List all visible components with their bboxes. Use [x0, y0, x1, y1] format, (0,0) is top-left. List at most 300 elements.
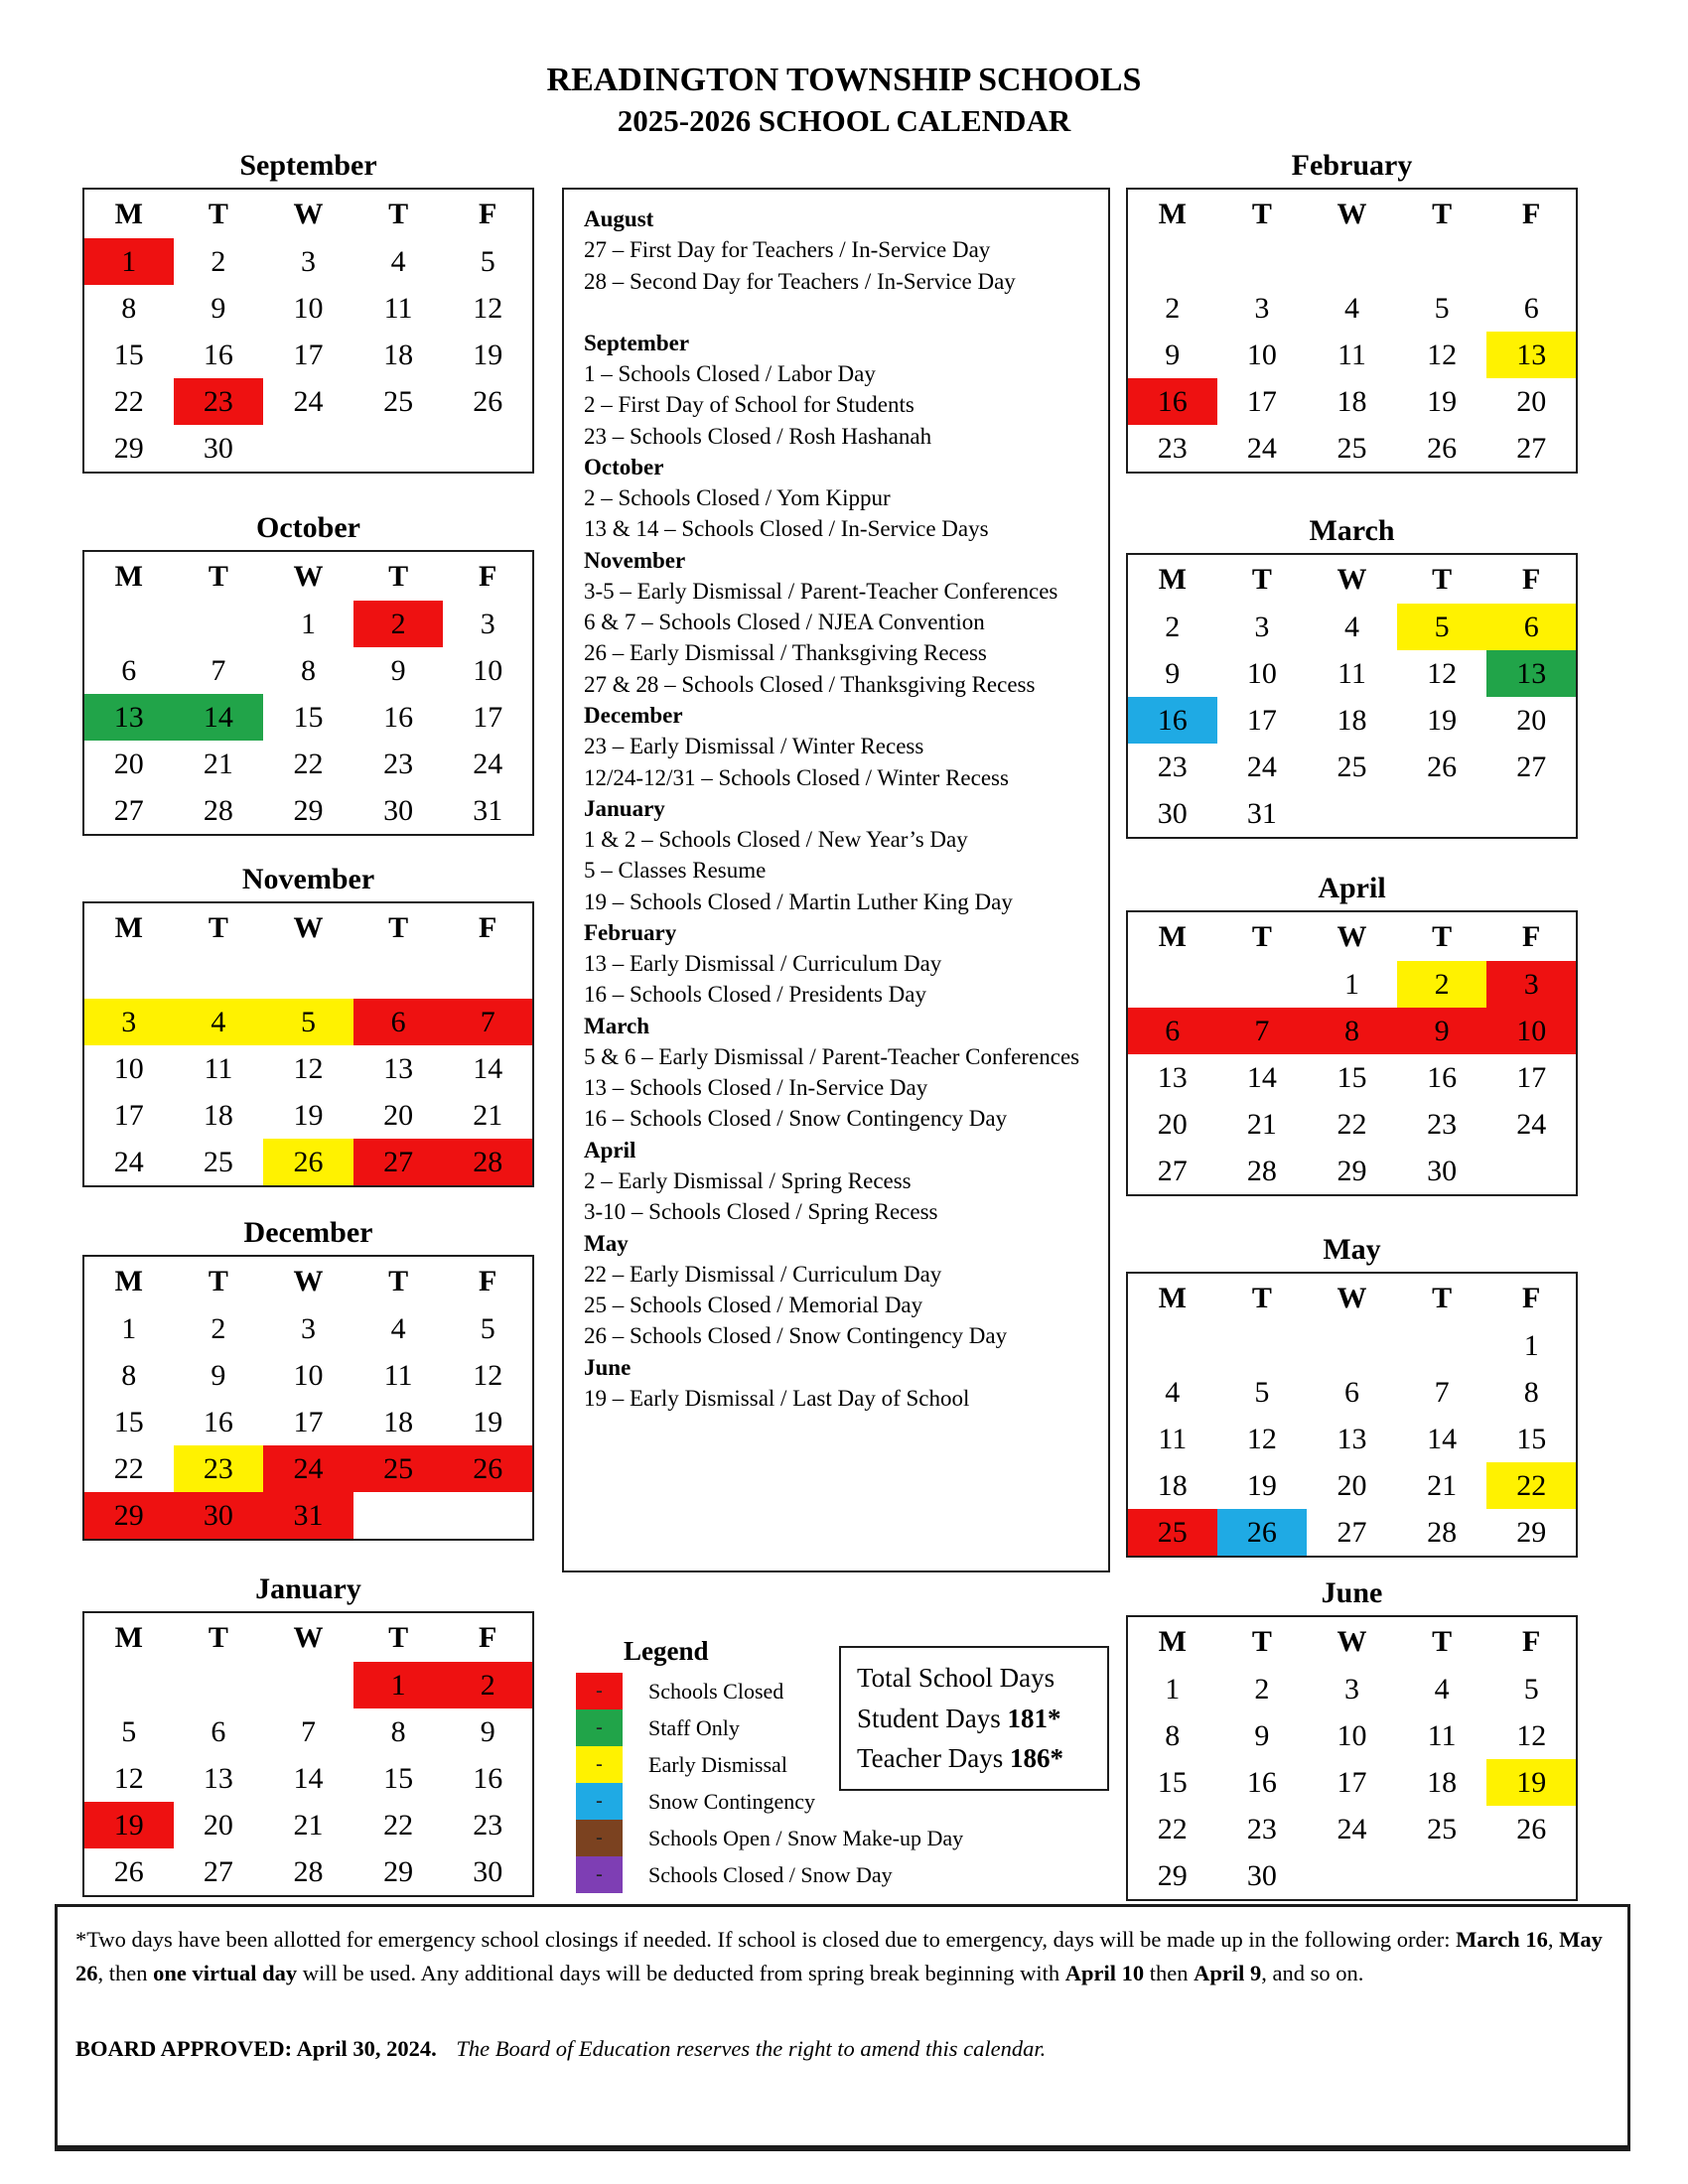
- day-cell-empty: [1486, 1148, 1577, 1195]
- weekday-header: T: [388, 1620, 409, 1654]
- week-row: [1127, 332, 1577, 378]
- week-row: [1127, 1008, 1577, 1054]
- day-cell: 8: [300, 653, 316, 687]
- day-cell: 4: [390, 244, 406, 278]
- event-line: 25 – Schools Closed / Memorial Day: [584, 1293, 923, 1318]
- day-cell: 24: [293, 384, 324, 418]
- footnote-bold-segment: March 16: [1456, 1927, 1548, 1952]
- day-cell: 22: [1336, 1107, 1367, 1141]
- calendar-grid: [1126, 1615, 1578, 1901]
- weekday-header: M: [114, 910, 143, 944]
- day-cell: 12: [473, 291, 503, 325]
- day-cell-empty: [174, 952, 264, 999]
- weekday-header: T: [208, 559, 228, 593]
- day-cell: 16: [473, 1761, 503, 1795]
- day-cell: 1: [353, 1662, 444, 1708]
- week-row: [83, 1399, 533, 1445]
- week-row: [83, 285, 533, 332]
- day-cell: 2: [443, 1662, 533, 1708]
- day-cell: 2: [211, 244, 226, 278]
- day-cell-empty: [1217, 961, 1308, 1008]
- weekday-header-row: [83, 189, 533, 238]
- calendar-grid: [82, 1255, 534, 1541]
- day-cell: 3: [1486, 961, 1577, 1008]
- day-cell: 14: [174, 694, 264, 741]
- day-cell: 18: [203, 1098, 233, 1132]
- week-row: [83, 601, 533, 647]
- events-month-label: May: [584, 1230, 629, 1256]
- weekday-header: M: [1158, 562, 1187, 596]
- event-line: 2 – Early Dismissal / Spring Recess: [584, 1167, 912, 1193]
- legend-color-chip-early-dismissal: -: [576, 1746, 623, 1783]
- day-cell: 14: [293, 1761, 324, 1795]
- month-november: [82, 863, 534, 1187]
- event-line: 5 & 6 – Early Dismissal / Parent-Teacher Conferences: [584, 1043, 1080, 1069]
- day-cell: 29: [1336, 1154, 1367, 1187]
- day-cell: 31: [1246, 796, 1277, 830]
- week-row: [83, 332, 533, 378]
- day-cell-empty: [1486, 1852, 1577, 1900]
- month-title: November: [241, 863, 375, 895]
- week-row: [1127, 697, 1577, 744]
- day-cell: 25: [353, 1445, 444, 1492]
- day-cell: 15: [1157, 1765, 1188, 1799]
- weekday-header: M: [1158, 1624, 1187, 1658]
- day-cell-empty: [353, 952, 444, 999]
- day-cell: 16: [1246, 1765, 1277, 1799]
- week-row: [1127, 1712, 1577, 1759]
- weekday-header: T: [388, 1264, 409, 1297]
- day-cell: 20: [1516, 703, 1547, 737]
- day-cell-empty: [443, 952, 533, 999]
- day-cell: 17: [1246, 384, 1277, 418]
- day-cell: 25: [1127, 1509, 1217, 1557]
- event-line: 26 – Schools Closed / Snow Contingency Day: [584, 1323, 1008, 1349]
- weekday-header: T: [208, 1264, 228, 1297]
- day-cell: 14: [473, 1051, 503, 1085]
- event-line: 5 – Classes Resume: [584, 858, 767, 884]
- weekday-header: T: [1251, 919, 1272, 953]
- week-row: [83, 694, 533, 741]
- day-cell: 3: [1254, 291, 1270, 325]
- legend-row-schools-open-snow-make-up-day: [562, 1820, 1110, 1856]
- month-january: [82, 1572, 534, 1897]
- legend-label: Schools Closed / Snow Day: [648, 1861, 893, 1887]
- day-cell: 9: [390, 653, 406, 687]
- events-month-label: April: [584, 1137, 636, 1162]
- total-school-days-box: [839, 1646, 1109, 1791]
- day-cell: 10: [473, 653, 503, 687]
- weekday-header: T: [208, 1620, 228, 1654]
- day-cell: 17: [293, 1405, 324, 1438]
- day-cell-empty: [443, 1492, 533, 1540]
- weekday-header: F: [479, 910, 497, 944]
- event-line: 27 & 28 – Schools Closed / Thanksgiving Recess: [584, 671, 1036, 697]
- week-row: [83, 1662, 533, 1708]
- footnote-bold-segment: May 26: [75, 1927, 1603, 1985]
- day-cell-empty: [1486, 238, 1577, 285]
- weekday-header-row: [83, 1256, 533, 1305]
- day-cell: 4: [1434, 1672, 1450, 1706]
- week-row: [1127, 650, 1577, 697]
- legend-label: Schools Closed: [648, 1678, 784, 1704]
- day-cell: 30: [1157, 796, 1188, 830]
- day-cell: 26: [1217, 1509, 1308, 1557]
- day-cell: 10: [1336, 1718, 1367, 1752]
- weekday-header: T: [208, 197, 228, 230]
- footnote-segment: , and so on.: [1261, 1960, 1364, 1985]
- day-cell: 17: [1516, 1060, 1547, 1094]
- day-cell: 12: [1427, 338, 1458, 371]
- day-cell: 5: [1523, 1672, 1539, 1706]
- day-cell: 12: [1516, 1718, 1547, 1752]
- event-line: 12/24-12/31 – Schools Closed / Winter Recess: [584, 764, 1009, 790]
- day-cell: 16: [1127, 697, 1217, 744]
- day-cell: 8: [121, 1358, 137, 1392]
- day-cell: 22: [383, 1808, 414, 1842]
- day-cell: 21: [203, 747, 233, 780]
- day-cell: 27: [1516, 750, 1547, 783]
- day-cell: 22: [113, 1451, 144, 1485]
- day-cell: 9: [1397, 1008, 1487, 1054]
- legend-color-chip-schools-closed: -: [576, 1673, 623, 1709]
- day-cell: 8: [1523, 1375, 1539, 1409]
- legend-label: Snow Contingency: [648, 1788, 816, 1814]
- day-cell: 7: [300, 1714, 316, 1748]
- week-row: [83, 238, 533, 285]
- day-cell: 11: [204, 1051, 233, 1085]
- day-cell: 15: [293, 700, 324, 734]
- weekday-header: F: [1522, 197, 1541, 230]
- weekday-header: M: [114, 1620, 143, 1654]
- totals-value: 186*: [1010, 1743, 1064, 1773]
- day-cell-empty: [1486, 790, 1577, 838]
- day-cell: 9: [211, 1358, 226, 1392]
- week-row: [1127, 744, 1577, 790]
- month-title: October: [256, 511, 360, 544]
- page-subtitle: 2025-2026 SCHOOL CALENDAR: [617, 102, 1071, 138]
- day-cell: 3: [1343, 1672, 1359, 1706]
- footnote-bold-segment: April 9: [1194, 1960, 1262, 1985]
- weekday-header: W: [1336, 1281, 1367, 1314]
- weekday-header: W: [293, 1620, 324, 1654]
- day-cell: 19: [473, 338, 503, 371]
- event-line: 3-10 – Schools Closed / Spring Recess: [584, 1199, 938, 1225]
- week-row: [1127, 1666, 1577, 1712]
- day-cell: 10: [113, 1051, 144, 1085]
- calendar-grid: [1126, 553, 1578, 839]
- legend-title: Legend: [624, 1636, 709, 1666]
- footnote-segment: will be used. Any additional days will be deducted from spring break beginning with: [297, 1960, 1065, 1985]
- day-cell-empty: [353, 1492, 444, 1540]
- day-cell: 25: [1336, 431, 1367, 465]
- week-row: [1127, 1101, 1577, 1148]
- event-line: 13 – Schools Closed / In-Service Day: [584, 1075, 928, 1101]
- day-cell: 2: [1397, 961, 1487, 1008]
- day-cell: 21: [473, 1098, 503, 1132]
- day-cell: 4: [174, 999, 264, 1045]
- day-cell: 16: [383, 700, 414, 734]
- day-cell-empty: [1307, 1852, 1397, 1900]
- events-month-label: August: [584, 206, 654, 231]
- weekday-header: F: [1522, 1624, 1541, 1658]
- totals-title: Total School Days: [857, 1663, 1055, 1693]
- day-cell: 14: [1246, 1060, 1277, 1094]
- events-month-label: March: [584, 1013, 650, 1038]
- month-march: [1126, 514, 1578, 839]
- board-approved-label: BOARD APPROVED: April 30, 2024.: [75, 2035, 437, 2061]
- day-cell: 1: [121, 1311, 137, 1345]
- day-cell: 8: [390, 1714, 406, 1748]
- day-cell: 22: [293, 747, 324, 780]
- calendar-grid: [1126, 188, 1578, 474]
- day-cell: 14: [1427, 1422, 1458, 1455]
- events-month-label: November: [584, 547, 686, 573]
- weekday-header-row: [83, 1612, 533, 1662]
- week-row: [83, 1352, 533, 1399]
- day-cell: 16: [203, 1405, 233, 1438]
- week-row: [1127, 378, 1577, 425]
- day-cell: 30: [174, 1492, 264, 1540]
- day-cell: 18: [1427, 1765, 1458, 1799]
- day-cell: 5: [480, 244, 495, 278]
- day-cell: 1: [1523, 1328, 1539, 1362]
- event-line: 1 & 2 – Schools Closed / New Year’s Day: [584, 827, 968, 853]
- day-cell: 13: [203, 1761, 233, 1795]
- day-cell: 21: [293, 1808, 324, 1842]
- day-cell: 17: [1336, 1765, 1367, 1799]
- day-cell: 2: [1254, 1672, 1270, 1706]
- day-cell: 2: [353, 601, 444, 647]
- month-title: January: [255, 1572, 361, 1605]
- day-cell: 22: [113, 384, 144, 418]
- day-cell: 11: [1337, 656, 1366, 690]
- day-cell: 11: [383, 291, 413, 325]
- legend-color-chip-schools-open-snow-make-up-day: -: [576, 1820, 623, 1856]
- week-row: [83, 1755, 533, 1802]
- day-cell: 4: [1343, 291, 1359, 325]
- weekday-header: T: [208, 910, 228, 944]
- day-cell: 20: [1336, 1468, 1367, 1502]
- day-cell: 13: [383, 1051, 414, 1085]
- footnote-segment: ,: [1547, 1927, 1560, 1952]
- day-cell: 6: [121, 653, 137, 687]
- day-cell: 5: [1254, 1375, 1270, 1409]
- day-cell-empty: [174, 601, 264, 647]
- day-cell: 15: [113, 338, 144, 371]
- day-cell: 26: [113, 1854, 144, 1888]
- day-cell: 13: [1157, 1060, 1188, 1094]
- week-row: [83, 1092, 533, 1139]
- event-line: 27 – First Day for Teachers / In-Service Day: [584, 237, 991, 263]
- weekday-header-row: [1127, 189, 1577, 238]
- day-cell: 19: [1427, 703, 1458, 737]
- month-title: March: [1309, 514, 1395, 547]
- day-cell-empty: [83, 601, 174, 647]
- totals-value: 181*: [1007, 1703, 1061, 1733]
- day-cell: 10: [1486, 1008, 1577, 1054]
- legend-color-chip-schools-closed-snow-day: -: [576, 1856, 623, 1893]
- day-cell: 13: [1486, 332, 1577, 378]
- day-cell: 15: [1336, 1060, 1367, 1094]
- week-row: [83, 378, 533, 425]
- day-cell: 6: [1523, 291, 1539, 325]
- totals-label: Teacher Days: [857, 1743, 1011, 1773]
- day-cell: 26: [473, 384, 503, 418]
- weekday-header: W: [293, 1264, 324, 1297]
- day-cell: 26: [443, 1445, 533, 1492]
- day-cell: 21: [1246, 1107, 1277, 1141]
- day-cell: 23: [1157, 750, 1188, 783]
- day-cell: 6: [1486, 604, 1577, 650]
- weekday-header: M: [114, 559, 143, 593]
- day-cell: 24: [1246, 431, 1277, 465]
- month-title: December: [243, 1216, 373, 1249]
- week-row: [83, 999, 533, 1045]
- day-cell-empty: [443, 425, 533, 473]
- day-cell: 12: [293, 1051, 324, 1085]
- week-row: [83, 787, 533, 835]
- day-cell: 5: [263, 999, 353, 1045]
- day-cell: 21: [1427, 1468, 1458, 1502]
- day-cell: 22: [1157, 1812, 1188, 1845]
- day-cell-empty: [1397, 1852, 1487, 1900]
- event-line: 13 – Early Dismissal / Curriculum Day: [584, 951, 942, 977]
- weekday-header: T: [1432, 919, 1453, 953]
- weekday-header-row: [1127, 911, 1577, 961]
- weekday-header: F: [479, 197, 497, 230]
- day-cell: 10: [293, 1358, 324, 1392]
- totals-lines: [857, 1699, 1091, 1779]
- day-cell: 31: [263, 1492, 353, 1540]
- event-line: 16 – Schools Closed / Presidents Day: [584, 982, 926, 1008]
- day-cell: 10: [293, 291, 324, 325]
- day-cell: 20: [383, 1098, 414, 1132]
- day-cell: 8: [1165, 1718, 1181, 1752]
- month-september: [82, 149, 534, 474]
- day-cell: 28: [293, 1854, 324, 1888]
- day-cell: 12: [113, 1761, 144, 1795]
- month-title: February: [1291, 149, 1413, 182]
- day-cell: 1: [1343, 967, 1359, 1001]
- day-cell: 16: [203, 338, 233, 371]
- day-cell-empty: [263, 425, 353, 473]
- day-cell: 7: [1434, 1375, 1450, 1409]
- events-month-label: December: [584, 702, 683, 728]
- event-line: 16 – Schools Closed / Snow Contingency Day: [584, 1106, 1008, 1132]
- day-cell-empty: [1127, 1322, 1217, 1369]
- day-cell: 15: [113, 1405, 144, 1438]
- weekday-header: F: [479, 559, 497, 593]
- day-cell: 29: [113, 431, 144, 465]
- day-cell: 27: [203, 1854, 233, 1888]
- day-cell: 27: [113, 793, 144, 827]
- day-cell: 3: [83, 999, 174, 1045]
- day-cell: 25: [1427, 1812, 1458, 1845]
- day-cell: 5: [1434, 291, 1450, 325]
- day-cell: 5: [121, 1714, 137, 1748]
- day-cell: 26: [1427, 431, 1458, 465]
- footnote-bold-segment: one virtual day: [153, 1960, 298, 1985]
- day-cell: 26: [263, 1139, 353, 1186]
- week-row: [1127, 1054, 1577, 1101]
- day-cell: 11: [383, 1358, 413, 1392]
- day-cell: 12: [1246, 1422, 1277, 1455]
- day-cell: 28: [443, 1139, 533, 1186]
- day-cell: 29: [383, 1854, 414, 1888]
- day-cell: 27: [1157, 1154, 1188, 1187]
- day-cell: 3: [480, 607, 495, 640]
- totals-line: [857, 1738, 1091, 1779]
- event-line: 6 & 7 – Schools Closed / NJEA Convention: [584, 610, 985, 635]
- day-cell-empty: [263, 1662, 353, 1708]
- day-cell-empty: [1397, 790, 1487, 838]
- day-cell: 29: [83, 1492, 174, 1540]
- day-cell: 11: [1337, 338, 1366, 371]
- day-cell: 9: [480, 1714, 495, 1748]
- day-cell: 31: [473, 793, 503, 827]
- weekday-header: W: [293, 197, 324, 230]
- legend-label: Staff Only: [648, 1714, 740, 1740]
- week-row: [1127, 1759, 1577, 1806]
- weekday-header: T: [1251, 562, 1272, 596]
- day-cell: 16: [1427, 1060, 1458, 1094]
- week-row: [1127, 425, 1577, 473]
- day-cell: 20: [203, 1808, 233, 1842]
- day-cell: 16: [1127, 378, 1217, 425]
- day-cell-empty: [1127, 238, 1217, 285]
- day-cell: 20: [1516, 384, 1547, 418]
- day-cell: 5: [1397, 604, 1487, 650]
- events-month-label: September: [584, 330, 690, 355]
- weekday-header: T: [1432, 562, 1453, 596]
- week-row: [83, 1445, 533, 1492]
- day-cell-empty: [1217, 1322, 1308, 1369]
- day-cell: 26: [1516, 1812, 1547, 1845]
- board-approved-note: The Board of Education reserves the right to amend this calendar.: [456, 2035, 1047, 2061]
- footnote-box: [55, 1904, 1630, 2151]
- day-cell: 23: [1427, 1107, 1458, 1141]
- day-cell-empty: [83, 952, 174, 999]
- day-cell: 3: [300, 244, 316, 278]
- page-header: [0, 60, 1688, 140]
- day-cell: 28: [203, 793, 233, 827]
- day-cell: 24: [263, 1445, 353, 1492]
- footnote-text: [75, 1923, 1610, 1990]
- day-cell: 3: [1254, 610, 1270, 643]
- event-line: 3-5 – Early Dismissal / Parent-Teacher Conferences: [584, 578, 1058, 604]
- week-row: [1127, 285, 1577, 332]
- week-row: [1127, 1322, 1577, 1369]
- week-row: [1127, 961, 1577, 1008]
- week-row: [83, 1802, 533, 1848]
- calendar-grid: [82, 901, 534, 1187]
- day-cell: 4: [1165, 1375, 1181, 1409]
- day-cell: 27: [353, 1139, 444, 1186]
- weekday-header: F: [1522, 919, 1541, 953]
- week-row: [83, 1848, 533, 1896]
- calendar-grid: [1126, 910, 1578, 1196]
- day-cell: 30: [383, 793, 414, 827]
- day-cell: 19: [1427, 384, 1458, 418]
- weekday-header-row: [1127, 554, 1577, 604]
- day-cell-empty: [353, 425, 444, 473]
- day-cell: 10: [1246, 338, 1277, 371]
- day-cell: 4: [1343, 610, 1359, 643]
- day-cell: 25: [383, 384, 414, 418]
- event-line: 13 & 14 – Schools Closed / In-Service Days: [584, 516, 989, 542]
- week-row: [83, 952, 533, 999]
